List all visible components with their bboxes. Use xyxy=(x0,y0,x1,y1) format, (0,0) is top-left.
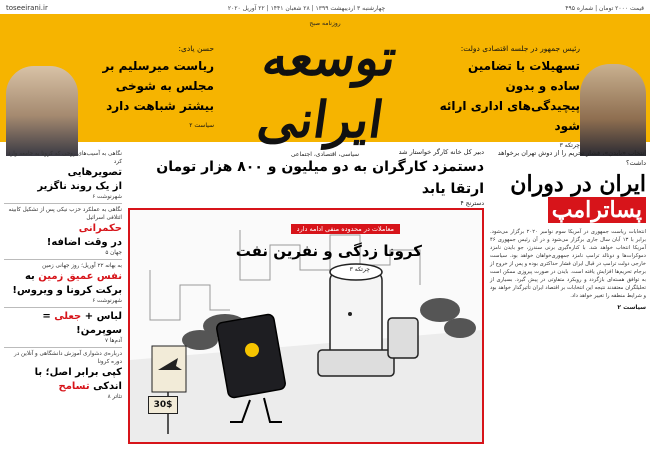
cartoon-caption: معاملات در محدوده منفی ادامه دارد xyxy=(291,224,400,234)
left-item-3-ref: شهرنوشت ۶ xyxy=(92,298,122,304)
left-item-4[interactable] xyxy=(4,308,122,348)
price-tag: 30$ xyxy=(148,396,178,414)
cartoon-panel[interactable] xyxy=(128,208,484,444)
lead-left-ref: سیاست ۲ xyxy=(189,122,214,129)
left-item-3-headline-red: نفس عمیق زمین xyxy=(38,271,122,282)
lead-story-right[interactable] xyxy=(438,44,580,149)
lead-right-ref: چرتکه ۳ xyxy=(559,142,580,149)
left-item-1-ref: شهرنوشت ۶ xyxy=(92,194,122,200)
president-photo xyxy=(580,64,646,156)
center-story-ref: دسترنج ۴ xyxy=(460,200,484,207)
left-item-5-headline-red: تسامح xyxy=(58,381,90,392)
cartoon-title: کرونا زدگی و نفرین نفت xyxy=(235,242,422,260)
left-item-4-headline-a: لباس + xyxy=(84,311,122,322)
date-info: چهارشنبه ۳ اردیبهشت ۱۳۹۹ | ۲۸ شعبان ۱۴۴۱ | ۲۲ آوریل ۲۰۲۰ xyxy=(227,4,386,12)
left-item-2-kicker: نگاهی به عملکرد حزب نیکی پس از تشکیل کابینه ائتلافی اسرائیل xyxy=(8,207,122,221)
center-story-headline: دستمزد کارگران به دو میلیون و ۸۰۰ هزار تومان ارتقا یابد xyxy=(156,159,484,197)
left-item-4-headline-b: = سوپرمن! xyxy=(42,311,122,336)
left-item-3-kicker: به بهانه ۲۲ آوریل؛ روز جهانی زمین xyxy=(42,263,122,269)
left-item-1-headline-b: از یک روند ناگزیر xyxy=(37,181,122,192)
center-story[interactable] xyxy=(128,148,484,207)
left-item-5[interactable] xyxy=(4,348,122,403)
left-item-5-headline xyxy=(4,366,122,394)
left-item-1-kicker: نگاهی به آسیب‌های روحی که کرونا به جامعه وارد کرد xyxy=(8,151,122,165)
masthead-tagline: سیاسی، اقتصادی، اجتماعی xyxy=(290,151,360,158)
cartoon-ref: چرتکه ۳ xyxy=(349,266,370,273)
left-item-4-headline xyxy=(4,310,122,338)
left-item-2-headline-red: حکمرانی xyxy=(78,223,122,234)
left-item-1[interactable] xyxy=(4,148,122,204)
top-info-line xyxy=(6,2,644,14)
left-item-2-headline-b: در وقت اضافه! xyxy=(46,237,122,248)
lead-left-kicker: حسن یادی: xyxy=(178,44,214,53)
right-story-headline-red: پساترامپ xyxy=(548,197,646,223)
lead-story-left[interactable] xyxy=(82,44,214,129)
left-item-3-headline xyxy=(4,270,122,298)
right-story-ref: سیاست ۲ xyxy=(617,304,646,311)
lead-left-headline: ریاست میرسلیم بر مجلس به شوخی بیشتر شباهت دارد xyxy=(102,59,214,113)
right-story-kicker: انتخاب «بایدن»، فشار تحریم را از دوش تهران برخواهد داشت؟ xyxy=(497,149,646,167)
newspaper-logo: توسعه ایرانی xyxy=(254,28,400,149)
center-story-kicker: دبیر کل خانه کارگر خواستار شد xyxy=(398,148,484,156)
left-item-2-ref: جهان ۵ xyxy=(105,250,122,256)
left-item-5-headline-a: کپی برابر اصل؛ با اندکی xyxy=(34,367,122,392)
masthead xyxy=(222,18,428,158)
right-story-headline: ایران در دوران xyxy=(510,171,646,197)
left-item-2-headline xyxy=(4,222,122,250)
right-story-body: انتخابات ریاست جمهوری در آمریکا سوم نوامبر ۲۰۲۰ برگزار می‌شود. برابر با ۱۳ آبان سال جاری برگزار می‌شود و در آن رئیس جمهوری ۴۶ آمریکا انتخاب خواهد شد. با کناره‌گیری برنی سندرز، جو بایدن نامزد دموکرات‌ها و دونالد ترامپ نامزد جمهوری‌خواهان خواهد بود. سیاست خارجی دولت ترامپ در قبال ایران فشار حداکثری بوده و پس از خروج از برجام تحریم‌ها افزایش یافته است. بایدن در صورت پیروزی ممکن است به توافق هسته‌ای بازگردد و رویکرد متفاوتی در پیش گیرد. بسیاری از تحلیلگران معتقدند نتیجه این انتخابات بر اقتصاد ایران تأثیرگذار خواهد بود و شرایط منطقه را تغییر خواهد داد. xyxy=(490,229,646,299)
left-column xyxy=(4,148,122,448)
right-story[interactable] xyxy=(490,148,646,448)
left-item-4-ref: آدم‌ها ۷ xyxy=(105,338,122,344)
left-item-1-headline-a: تصویرهایی xyxy=(67,167,122,178)
left-item-5-kicker: درباره‌ی دشواری آموزش دانشگاهی و آنلاین در دوره کرونا xyxy=(14,351,122,365)
site-link[interactable]: toseeirani.ir xyxy=(6,4,48,12)
left-item-1-headline xyxy=(4,166,122,194)
left-item-5-ref: تئاتر ۸ xyxy=(107,394,122,400)
masthead-supertitle: روزنامه صبح xyxy=(309,20,341,27)
left-item-4-headline-red: جعلی xyxy=(54,311,82,322)
issue-info: قیمت ۲۰۰۰ تومان | شماره ۴۹۵ xyxy=(565,4,644,12)
lead-right-kicker: رئیس جمهور در جلسه اقتصادی دولت: xyxy=(460,44,580,53)
left-item-3[interactable] xyxy=(4,260,122,308)
politician-photo xyxy=(6,66,78,156)
left-item-2[interactable] xyxy=(4,204,122,260)
left-item-3-headline-b: به برکت کرونا و ویروس! xyxy=(12,271,122,296)
lead-right-headline: تسهیلات با تضامین ساده و بدون پیچیدگی‌های اداری ارائه شود xyxy=(439,59,580,133)
